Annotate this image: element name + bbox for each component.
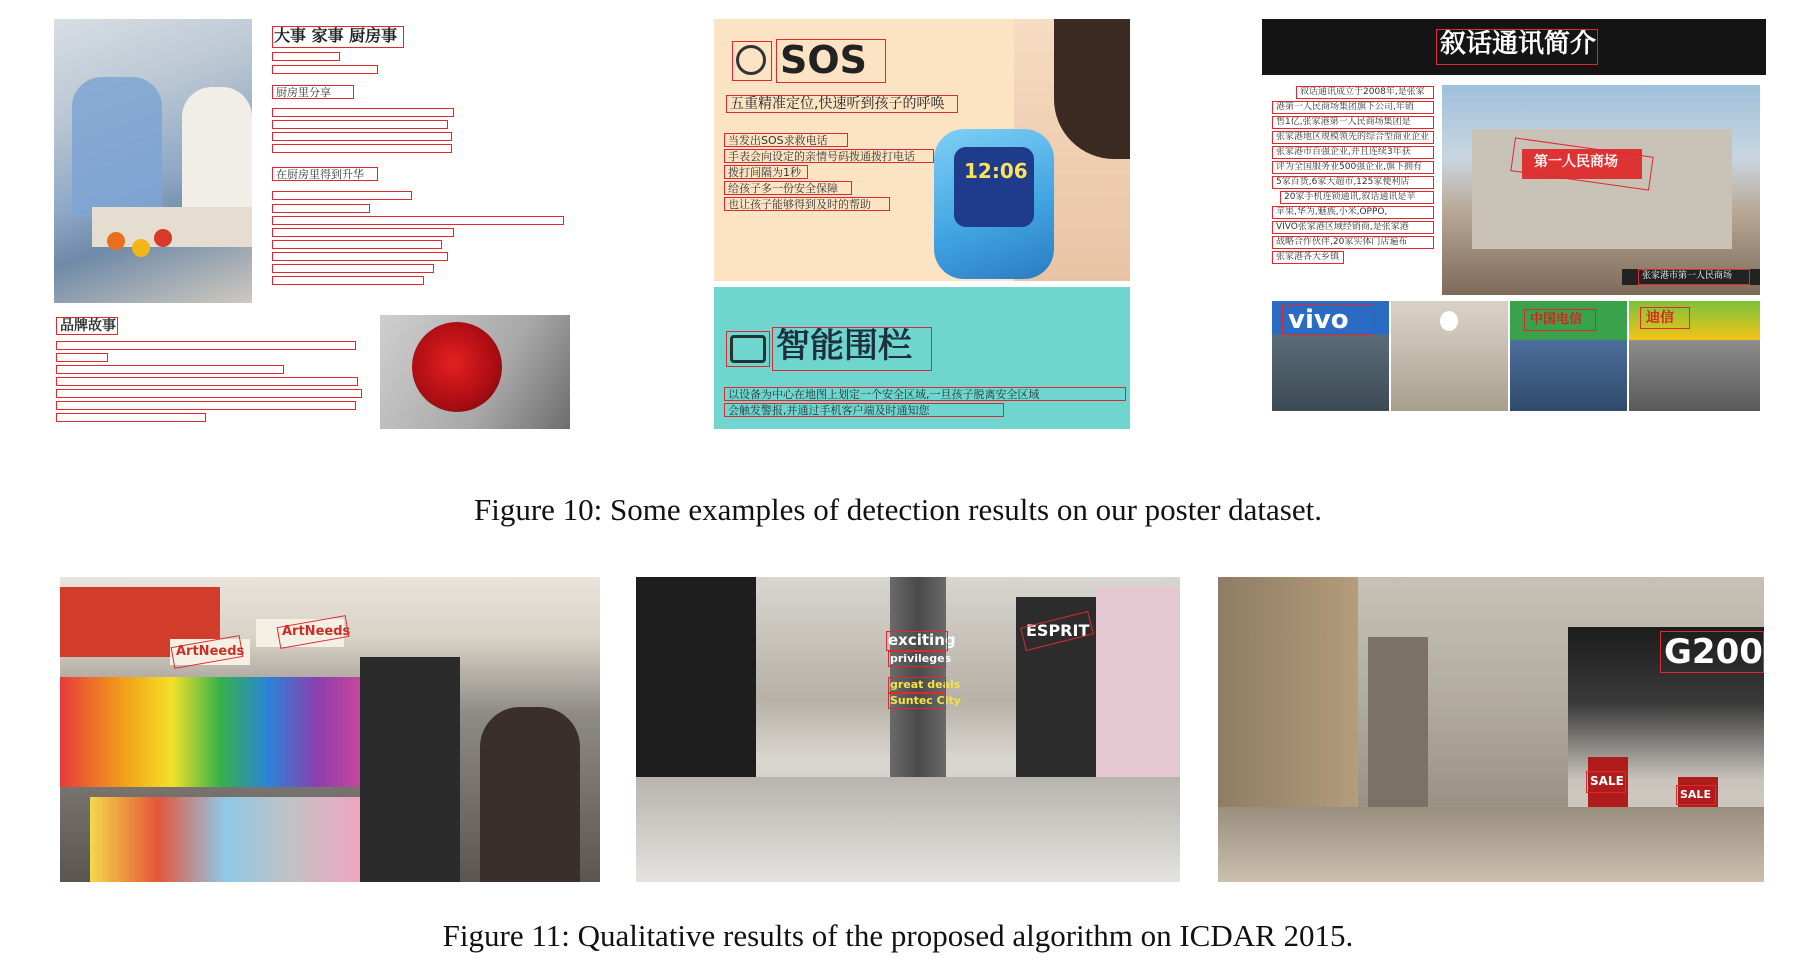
poster1-story-title: 品牌故事 [60, 318, 116, 334]
fence-line-1: 以设备为中心在地图上划定一个安全区域,一旦孩子脱离安全区域 [728, 388, 1040, 401]
poster1-sub1: 厨房里分享 [276, 86, 331, 99]
watch-time: 12:06 [964, 159, 1028, 183]
figure-11-caption: Figure 11: Qualitative results of the proposed algorithm on ICDAR 2015. [442, 918, 1354, 953]
poster3-line-8: 20家手机连锁通讯,叙话通讯是苹 [1284, 192, 1416, 202]
scene-1-art-store [60, 577, 600, 882]
poster3-line-11: 战略合作伙伴,20家实体门店遍布 [1276, 237, 1408, 247]
poster3-line-4: 张家港地区规模领先的综合型商业企业 [1276, 132, 1430, 142]
scene3-sign-1: G2000 [1664, 632, 1787, 672]
poster3-line-2: 港第一人民商场集团旗下公司,年销 [1276, 102, 1414, 112]
scene2-sign-2: privileges [890, 652, 952, 665]
poster2-bullet-1: 当发出SOS求救电话 [728, 134, 828, 147]
poster1-heading: 大事 家事 厨房事 [274, 26, 398, 45]
apple-icon [1440, 311, 1458, 331]
poster2-bullet-4: 给孩子多一份安全保障 [728, 182, 838, 195]
brand-dixin: 迪信 [1646, 310, 1674, 326]
detection-box [272, 26, 404, 48]
poster3-banner: 叙话通讯简介 [1440, 29, 1597, 59]
scene2-sign-5: ESPRIT [1026, 621, 1090, 640]
scene2-sign-4: Suntec City [890, 694, 961, 707]
poster2-bullet-2: 手表会向设定的亲情号码拨通拨打电话 [728, 150, 915, 163]
poster3-line-10: VIVO张家港区域经销商,是张家港 [1276, 222, 1409, 232]
poster3-line-3: 售1亿,张家港第一人民商场集团是 [1276, 117, 1411, 127]
poster1-sub2: 在厨房里得到升华 [276, 168, 364, 181]
poster-3-telecom [1262, 19, 1766, 415]
poster3-line-6: 评为全国服务业500强企业,旗下拥有 [1276, 162, 1423, 172]
scene1-sign-2: ArtNeeds [282, 624, 351, 639]
poster3-line-12: 张家港各大乡镇 [1276, 252, 1340, 262]
figure-10-caption: Figure 10: Some examples of detection results on our poster dataset. [473, 492, 1322, 527]
scene3-sign-2: SALE [1590, 774, 1624, 788]
poster2-bullet-3: 拨打间隔为1秒 [728, 166, 801, 179]
poster2-line1: 五重精准定位,快速听到孩子的呼唤 [730, 96, 945, 112]
scene1-sign-1: ArtNeeds [176, 644, 245, 659]
store-caption: 张家港市第一人民商场 [1642, 271, 1733, 281]
store-sign: 第一人民商场 [1534, 154, 1618, 170]
poster3-line-7: 5家百货,6家大超市,125家便利店 [1276, 177, 1410, 187]
scene-3-g2000 [1218, 577, 1787, 882]
fence-line-2: 会触发警报,并通过手机客户端及时通知您 [728, 404, 930, 417]
poster3-line-9: 苹果,华为,魅族,小米,OPPO, [1276, 207, 1388, 217]
poster2-bullet-5: 也让孩子能够得到及时的帮助 [728, 198, 871, 211]
fence-title: 智能围栏 [776, 326, 912, 366]
scene-2-mall [636, 577, 1180, 882]
brand-vivo: vivo [1288, 305, 1349, 335]
brand-telecom: 中国电信 [1530, 312, 1583, 327]
poster3-line-5: 张家港市百强企业,并且连续3年获 [1276, 147, 1411, 157]
poster-1-kitchen [52, 17, 572, 429]
poster3-line-1: 叙话通讯成立于2008年,是张家 [1300, 87, 1425, 97]
sos-label: SOS [780, 38, 868, 82]
scene2-sign-1: exciting [888, 631, 956, 649]
scene3-sign-3: SALE [1680, 788, 1711, 801]
scene2-sign-3: great deals [890, 678, 961, 691]
poster-2-smartwatch [714, 19, 1130, 429]
